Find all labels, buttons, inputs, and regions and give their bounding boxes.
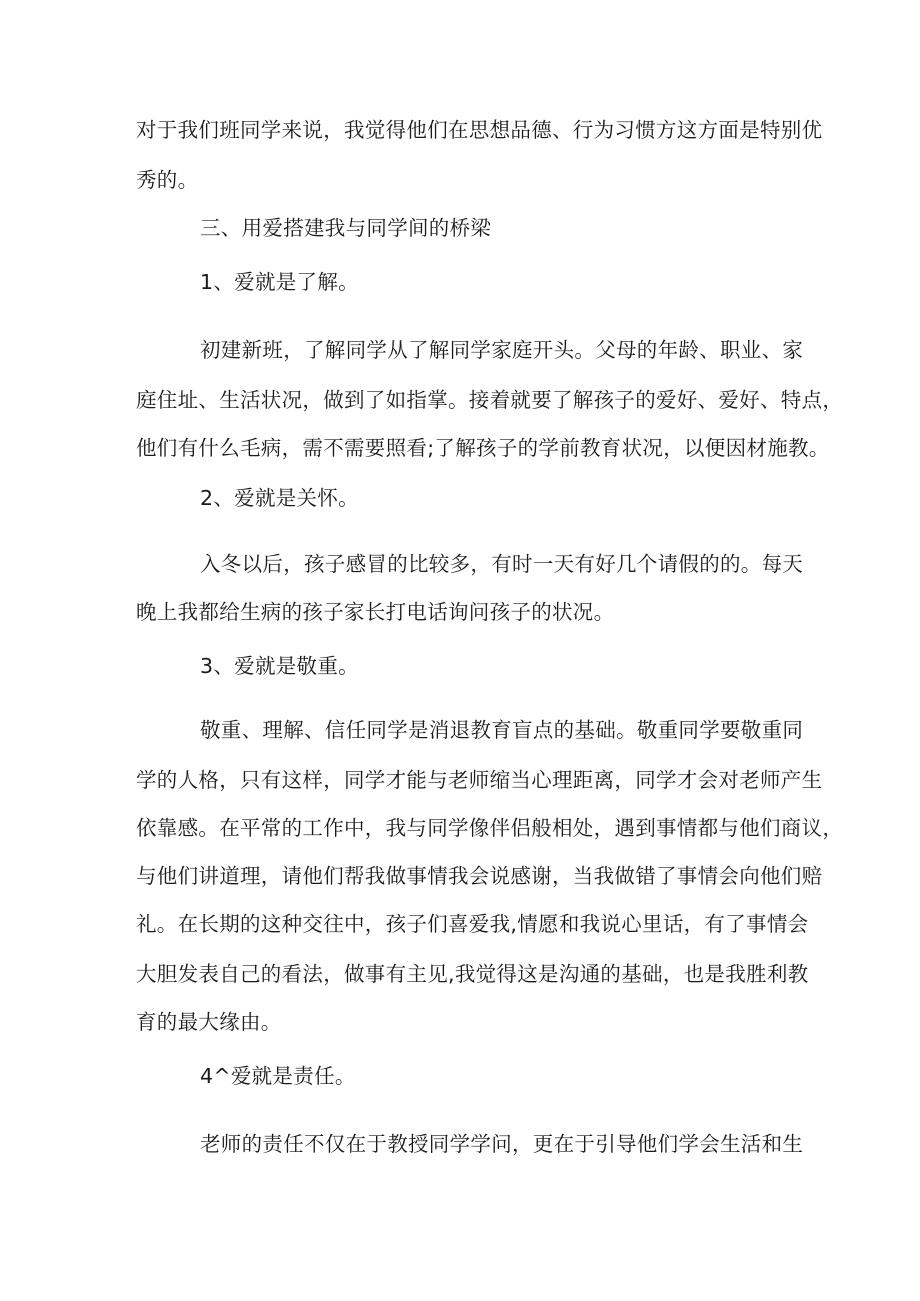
paragraph-line: 与他们讲道理，请他们帮我做事情我会说感谢，当我做错了事情会向他们赔 [136, 864, 823, 888]
section-heading: 三、用爱搭建我与同学间的桥梁 [200, 216, 492, 240]
paragraph-line: 晚上我都给生病的孩子家长打电话询问孩子的状况。 [136, 600, 615, 624]
paragraph-line: 礼。在长期的这种交往中，孩子们喜爱我,情愿和我说心里话，有了事情会 [136, 912, 809, 936]
paragraph-line: 初建新班，了解同学从了解同学家庭开头。父母的年龄、职业、家 [200, 338, 804, 362]
paragraph-line: 大胆发表自己的看法，做事有主见,我觉得这是沟通的基础，也是我胜利教 [136, 962, 809, 986]
paragraph-line: 学的人格，只有这样，同学才能与老师缩当心理距离，同学才会对老师产生 [136, 768, 823, 792]
paragraph-line: 对于我们班同学来说，我觉得他们在思想品德、行为习惯方这方面是特别优 [136, 118, 823, 142]
paragraph-line: 秀的。 [136, 168, 199, 192]
paragraph-line: 依靠感。在平常的工作中，我与同学像伴侣般相处，遇到事情都与他们商议， [136, 816, 844, 840]
paragraph-line: 庭住址、生活状况，做到了如指掌。接着就要了解孩子的爱好、爱好、特点， [136, 388, 844, 412]
subheading: 4^爱就是责任。 [200, 1064, 356, 1088]
paragraph-line: 老师的责任不仅在于教授同学学问，更在于引导他们学会生活和生 [200, 1132, 804, 1156]
subheading: 1、爱就是了解。 [200, 270, 359, 294]
subheading: 2、爱就是关怀。 [200, 486, 359, 510]
subheading: 3、爱就是敬重。 [200, 654, 359, 678]
paragraph-line: 敬重、理解、信任同学是消退教育盲点的基础。敬重同学要敬重同 [200, 718, 804, 742]
paragraph-line: 他们有什么毛病，需不需要照看;了解孩子的学前教育状况，以便因材施教。 [136, 436, 830, 460]
paragraph-line: 育的最大缘由。 [136, 1010, 282, 1034]
paragraph-line: 入冬以后，孩子感冒的比较多，有时一天有好几个请假的的。每天 [200, 552, 804, 576]
